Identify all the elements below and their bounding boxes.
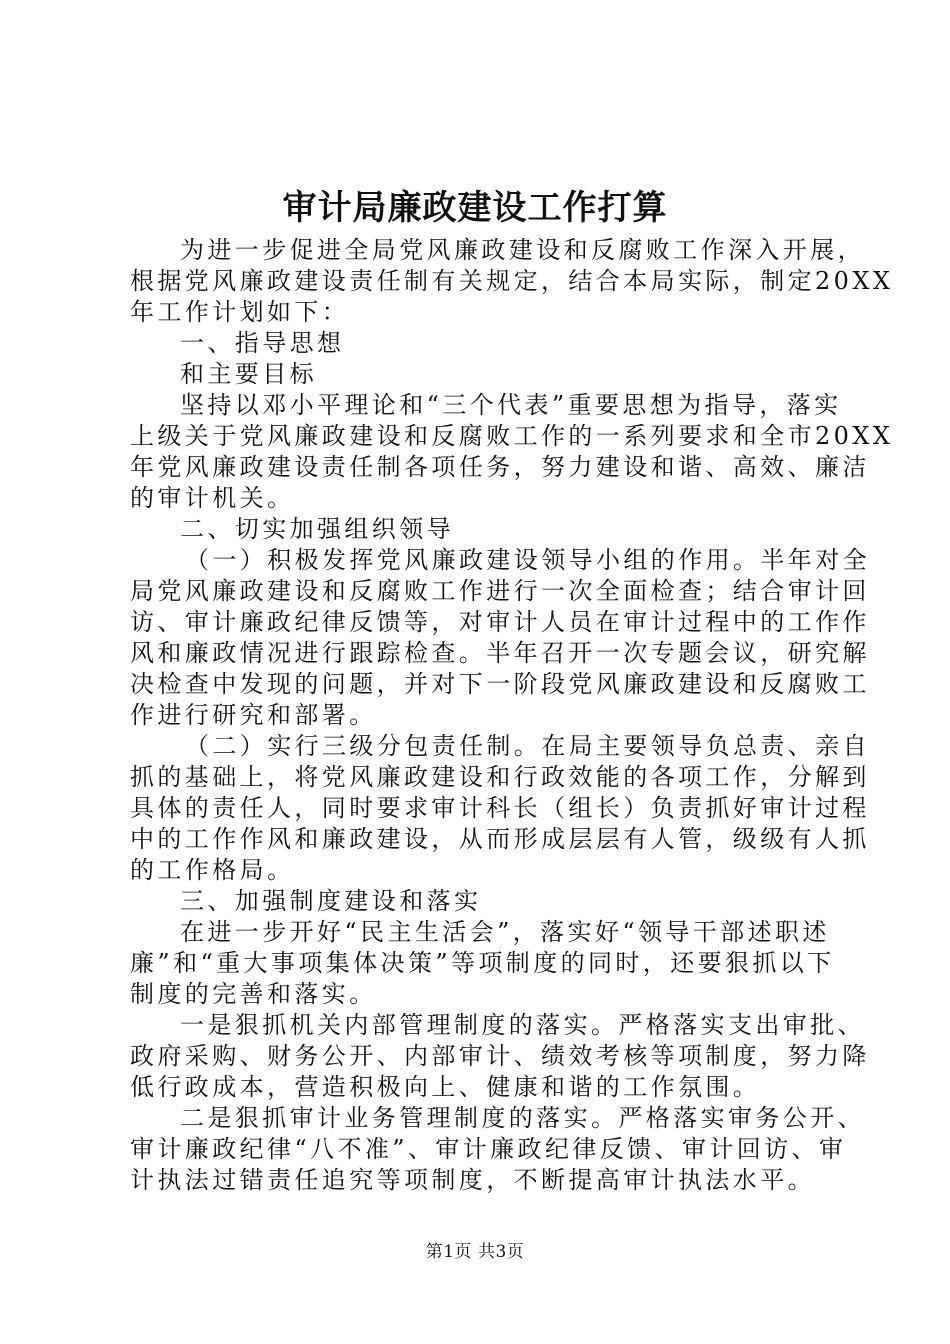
paragraph-line: 上级关于党风廉政建设和反腐败工作的一系列要求和全市20XX	[130, 422, 894, 450]
paragraph-line: 坚持以邓小平理论和“三个代表”重要思想为指导，落实	[180, 391, 842, 419]
document-title: 审计局廉政建设工作打算	[282, 188, 668, 228]
section-heading: 二、切实加强组织领导	[180, 515, 454, 543]
paragraph-line: 中的工作作风和廉政建设，从而形成层层有人管，级级有人抓	[130, 825, 870, 853]
paragraph-line: 的工作格局。	[130, 856, 295, 884]
paragraph-line: 计执法过错责任追究等项制度，不断提高审计执法水平。	[130, 1166, 815, 1194]
paragraph-line: 作进行研究和部署。	[130, 701, 377, 729]
paragraph-line: 局党风廉政建设和反腐败工作进行一次全面检查；结合审计回	[130, 577, 870, 605]
paragraph-line: 具体的责任人，同时要求审计科长（组长）负责抓好审计过程	[130, 794, 870, 822]
paragraph-line: 在进一步开好“民主生活会”，落实好“领导干部述职述	[180, 918, 830, 946]
paragraph-line: （二）实行三级分包责任制。在局主要领导负总责、亲自	[185, 732, 870, 760]
paragraph-line: 的审计机关。	[130, 484, 295, 512]
paragraph-line: 决检查中发现的问题，并对下一阶段党风廉政建设和反腐败工	[130, 670, 870, 698]
document-body	[130, 235, 894, 1196]
paragraph-line: 审计廉政纪律“八不准”、审计廉政纪律反馈、审计回访、审	[130, 1135, 847, 1163]
paragraph-line: 二是狠抓审计业务管理制度的落实。严格落实审务公开、	[180, 1104, 865, 1132]
paragraph-line: 制度的完善和落实。	[130, 980, 377, 1008]
paragraph-line: 年工作计划如下：	[130, 298, 350, 326]
paragraph-line: 一是狠抓机关内部管理制度的落实。严格落实支出审批、	[180, 1011, 865, 1039]
section-heading: 三、加强制度建设和落实	[180, 887, 482, 915]
section-heading: 一、指导思想	[180, 329, 345, 357]
paragraph-line: 年党风廉政建设责任制各项任务，努力建设和谐、高效、廉洁	[130, 453, 870, 481]
paragraph-line: 根据党风廉政建设责任制有关规定，结合本局实际，制定20XX	[130, 267, 894, 295]
paragraph-line: 为进一步促进全局党风廉政建设和反腐败工作深入开展，	[180, 236, 865, 264]
paragraph-line: 廉”和“重大事项集体决策”等项制度的同时，还要狠抓以下	[130, 949, 835, 977]
page-number-footer: 第1页 共3页	[425, 1242, 525, 1262]
section-heading: 和主要目标	[180, 360, 317, 388]
paragraph-line: 抓的基础上，将党风廉政建设和行政效能的各项工作，分解到	[130, 763, 870, 791]
paragraph-line: 低行政成本，营造积极向上、健康和谐的工作氛围。	[130, 1073, 761, 1101]
paragraph-line: 风和廉政情况进行跟踪检查。半年召开一次专题会议，研究解	[130, 639, 870, 667]
paragraph-line: 政府采购、财务公开、内部审计、绩效考核等项制度，努力降	[130, 1042, 870, 1070]
paragraph-line: 访、审计廉政纪律反馈等，对审计人员在审计过程中的工作作	[130, 608, 870, 636]
paragraph-line: （一）积极发挥党风廉政建设领导小组的作用。半年对全	[185, 546, 870, 574]
